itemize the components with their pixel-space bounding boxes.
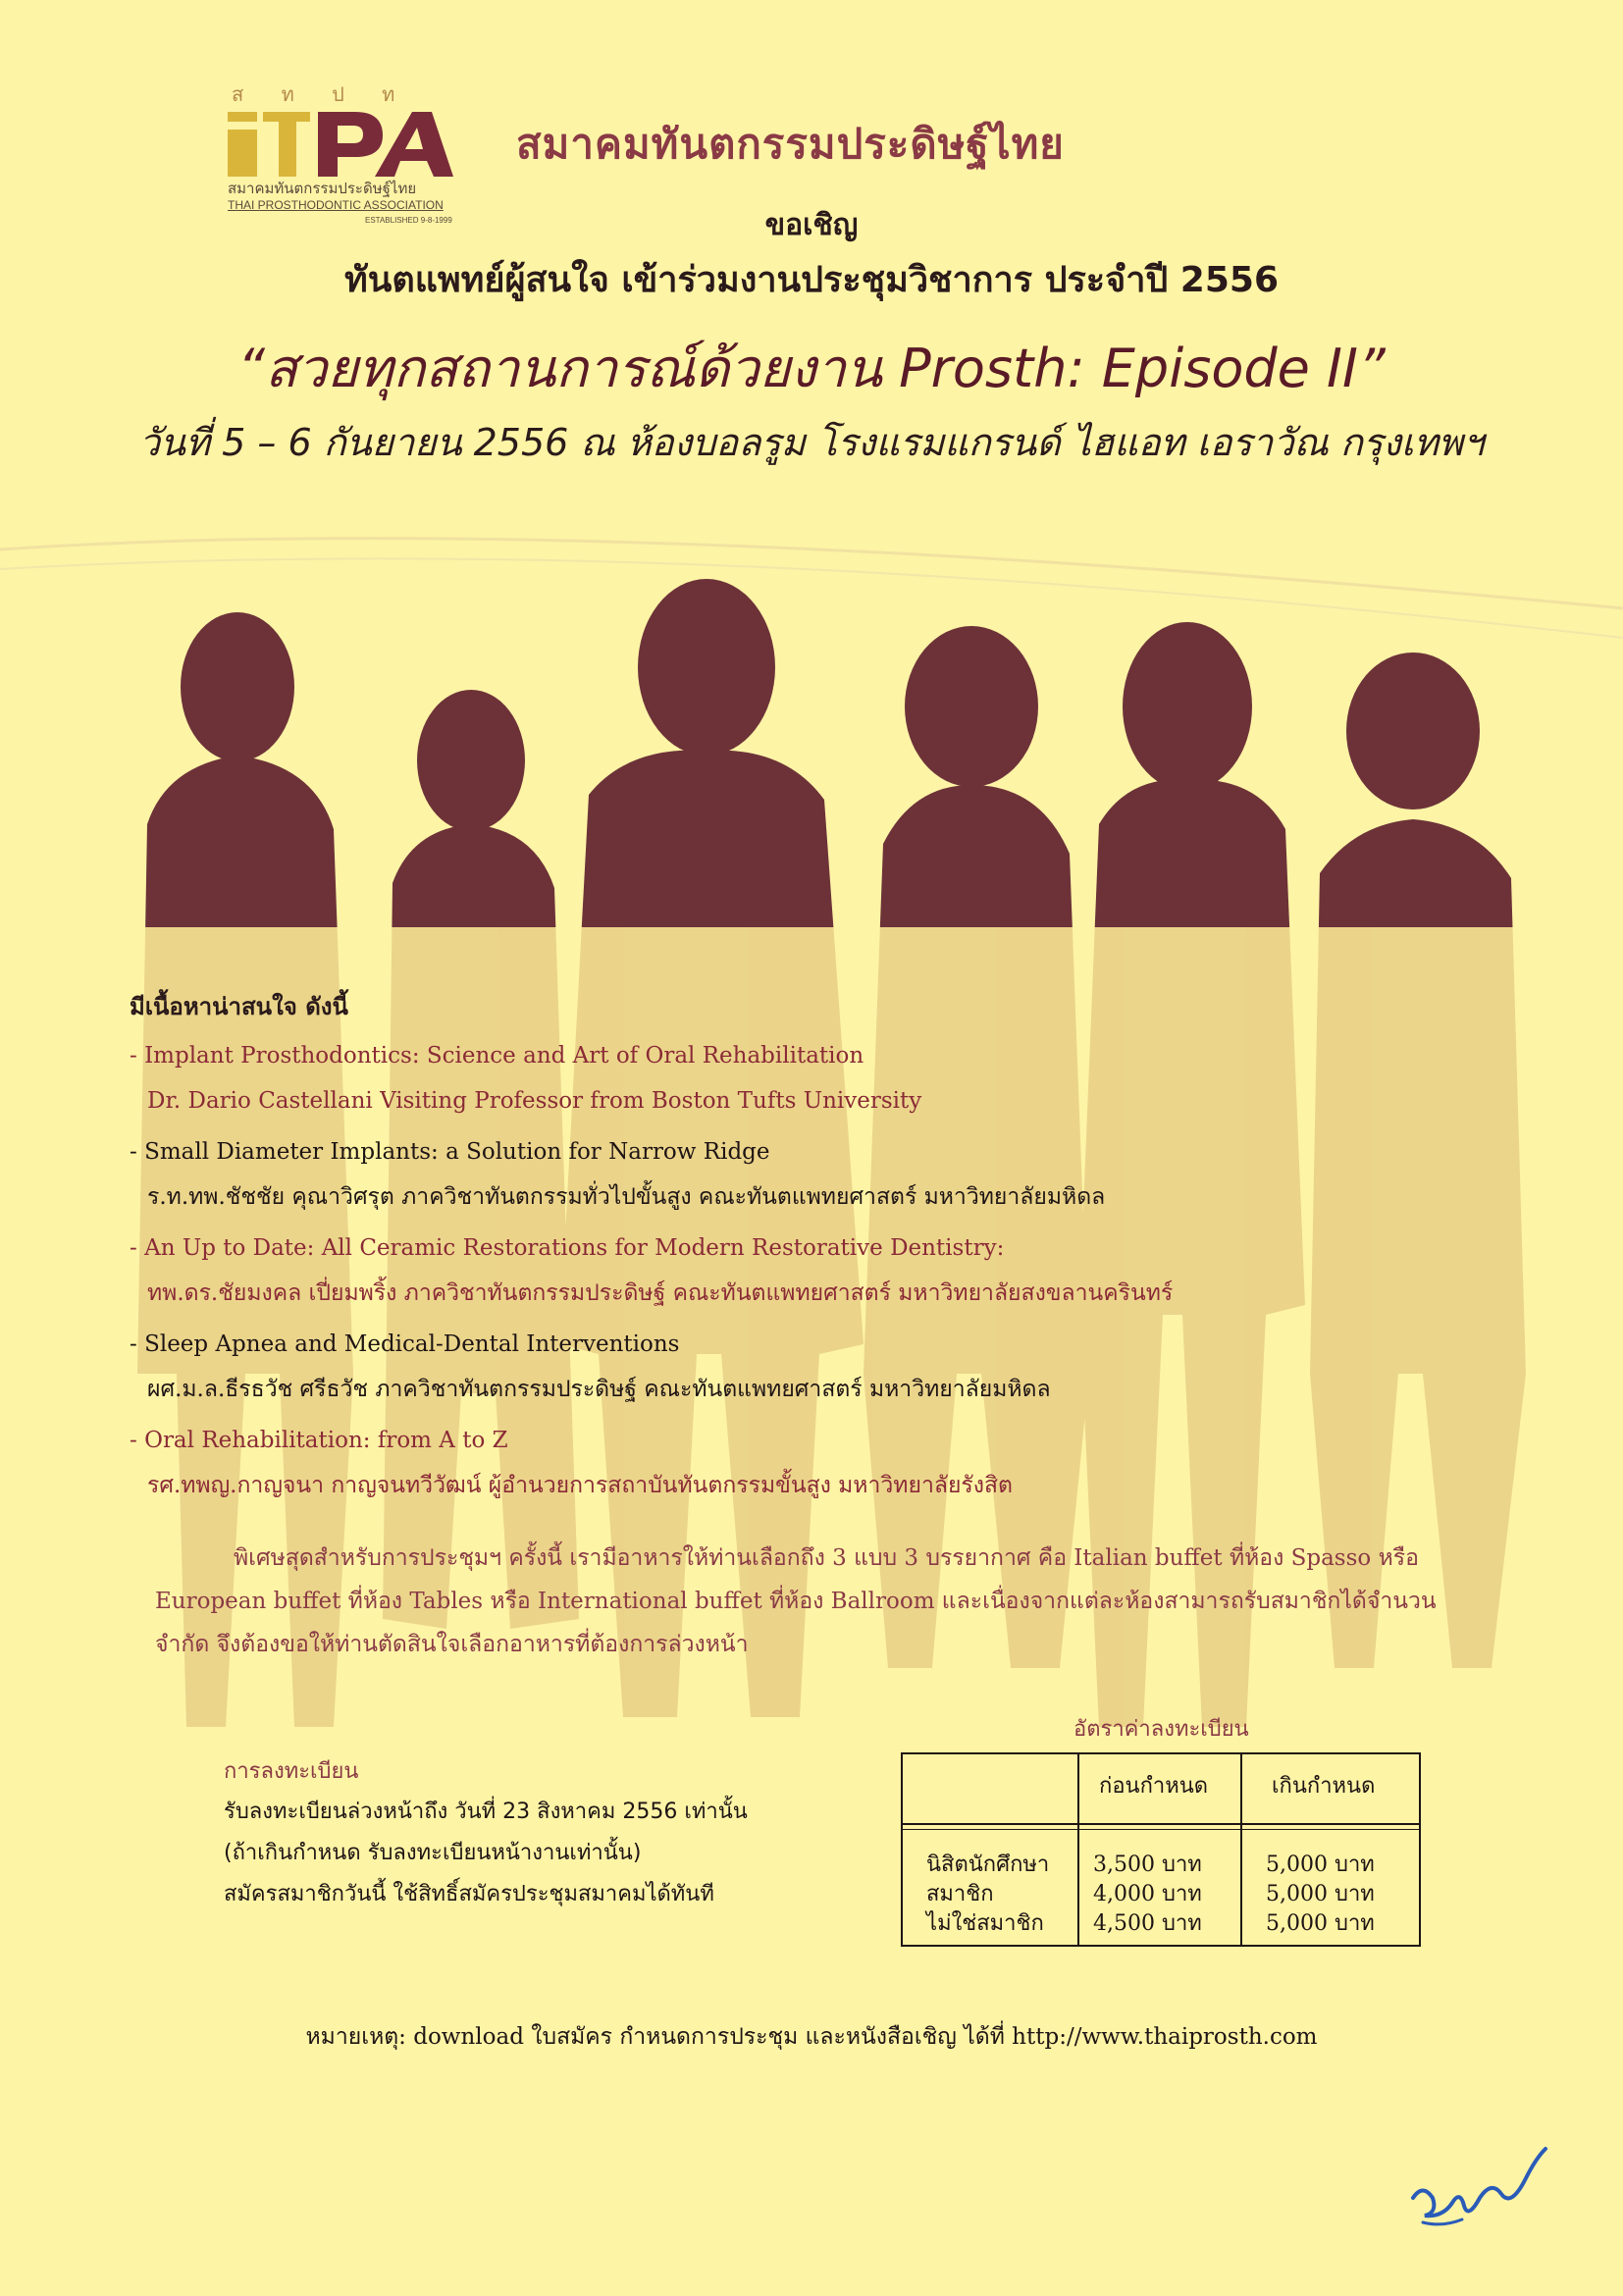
fee-category: ไม่ใช่สมาชิก xyxy=(926,1911,1044,1936)
topic-item xyxy=(130,1033,1503,1123)
logo-thai-initials: ส ท ป ท xyxy=(232,82,411,106)
download-note: หมายเหตุ: download ใบสมัคร กำหนดการประชุม และหนังสือเชิญ ได้ที่ http://www.thaiprosth.com xyxy=(305,2024,1318,2050)
fee-category: นิสิตนักศึกษา xyxy=(926,1852,1050,1877)
logo-english-name: THAI PROSTHODONTIC ASSOCIATION xyxy=(228,198,444,212)
topic-speaker: ทพ.ดร.ชัยมงคล เปี่ยมพริ้ง ภาควิชาทันตกรรมประดิษฐ์ คณะทันตแพทยศาสตร์ มหาวิทยาลัยสงขลานครินทร์ xyxy=(147,1280,1174,1306)
registration-late-note: (ถ้าเกินกำหนด รับลงทะเบียนหน้างานเท่านั้น) xyxy=(224,1841,642,1865)
fee-after-value: 5,000 บาท xyxy=(1266,1911,1375,1936)
topic-speaker: รศ.ทพญ.กาญจนา กาญจนทวีวัฒน์ ผู้อำนวยการสถาบันทันตกรรมขั้นสูง มหาวิทยาลัยรังสิต xyxy=(147,1473,1013,1498)
fee-before-value: 3,500 บาท xyxy=(1093,1852,1202,1877)
audience-text: ทันตแพทย์ผู้สนใจ เข้าร่วมงานประชุมวิชาการ ประจำปี 2556 xyxy=(343,260,1279,300)
fee-category: สมาชิก xyxy=(926,1882,994,1906)
table-divider xyxy=(1077,1754,1079,1945)
fee-header-after: เกินกำหนด xyxy=(1272,1774,1376,1799)
table-divider xyxy=(903,1829,1419,1830)
date-venue: วันที่ 5 – 6 กันยายน 2556 ณ ห้องบอลรูม โรงแรมแกรนด์ ไฮแอท เอราวัณ กรุงเทพฯ xyxy=(138,421,1485,464)
topic-title: - Implant Prosthodontics: Science and Art of Oral Rehabilitation xyxy=(130,1043,864,1069)
logo-established: ESTABLISHED 9-8-1999 xyxy=(365,216,452,225)
fee-after-value: 5,000 บาท xyxy=(1266,1852,1375,1877)
conference-theme: “สวยทุกสถานการณ์ด้วยงาน Prosth: Episode II” xyxy=(237,338,1386,399)
topic-item xyxy=(130,1418,1503,1508)
fee-before-value: 4,000 บาท xyxy=(1093,1882,1202,1906)
tpa-logo-mark xyxy=(228,106,453,177)
table-divider xyxy=(903,1823,1419,1825)
logo-thai-name: สมาคมทันตกรรมประดิษฐ์ไทย xyxy=(228,180,417,197)
topic-speaker: Dr. Dario Castellani Visiting Professor from Boston Tufts University xyxy=(147,1088,922,1114)
fee-table xyxy=(901,1752,1421,1947)
registration-membership-note: สมัครสมาชิกวันนี้ ใช้สิทธิ์สมัครประชุมสมาคมได้ทันที xyxy=(224,1882,714,1906)
topic-item xyxy=(130,1322,1503,1412)
topics-section xyxy=(130,987,1503,1514)
invite-text: ขอเชิญ xyxy=(764,208,859,242)
fee-after-value: 5,000 บาท xyxy=(1266,1882,1375,1906)
fee-table-title: อัตราค่าลงทะเบียน xyxy=(1073,1717,1249,1742)
topic-title: - Small Diameter Implants: a Solution for Narrow Ridge xyxy=(130,1139,770,1165)
fee-before-value: 4,500 บาท xyxy=(1093,1911,1202,1936)
association-name: สมาคมทันตกรรมประดิษฐ์ไทย xyxy=(516,120,1065,168)
signature-mark xyxy=(1403,2129,1560,2237)
topic-item xyxy=(130,1226,1503,1316)
registration-deadline: รับลงทะเบียนล่วงหน้าถึง วันที่ 23 สิงหาคม 2556 เท่านั้น xyxy=(224,1800,748,1824)
special-food-paragraph: พิเศษสุดสำหรับการประชุมฯ ครั้งนี้ เรามีอาหารให้ท่านเลือกถึง 3 แบบ 3 บรรยากาศ คือ Italian buffet ที่ห้อง Spasso หรือ European buffet ที่ห้อง Tables หรือ International buffet ที่ห้อง Ballroom และเนื่องจากแต่ละห้องสามารถรับสมาชิกได้จำนวนจำกัด จึงต้องขอให้ท่านตัดสินใจเลือกอาหารที่ต้องการล่วงหน้า xyxy=(155,1545,1437,1657)
registration-section xyxy=(224,1752,748,1915)
topic-speaker: ร.ท.ทพ.ชัชชัย คุณาวิศรุต ภาควิชาทันตกรรมทั่วไปขั้นสูง คณะทันตแพทยศาสตร์ มหาวิทยาลัยมหิดล xyxy=(147,1184,1106,1210)
topic-title: - Sleep Apnea and Medical-Dental Interventions xyxy=(130,1331,680,1357)
topic-title: - An Up to Date: All Ceramic Restorations for Modern Restorative Dentistry: xyxy=(130,1235,1005,1261)
topic-speaker: ผศ.ม.ล.ธีรธวัช ศรีธวัช ภาควิชาทันตกรรมประดิษฐ์ คณะทันตแพทยศาสตร์ มหาวิทยาลัยมหิดล xyxy=(147,1377,1051,1402)
topics-heading: มีเนื้อหาน่าสนใจ ดังนี้ xyxy=(130,993,348,1020)
topic-item xyxy=(130,1129,1503,1220)
topic-title: - Oral Rehabilitation: from A to Z xyxy=(130,1428,508,1453)
table-divider xyxy=(1240,1754,1242,1945)
fee-header-before: ก่อนกำหนด xyxy=(1099,1774,1209,1799)
registration-heading: การลงทะเบียน xyxy=(224,1759,359,1784)
